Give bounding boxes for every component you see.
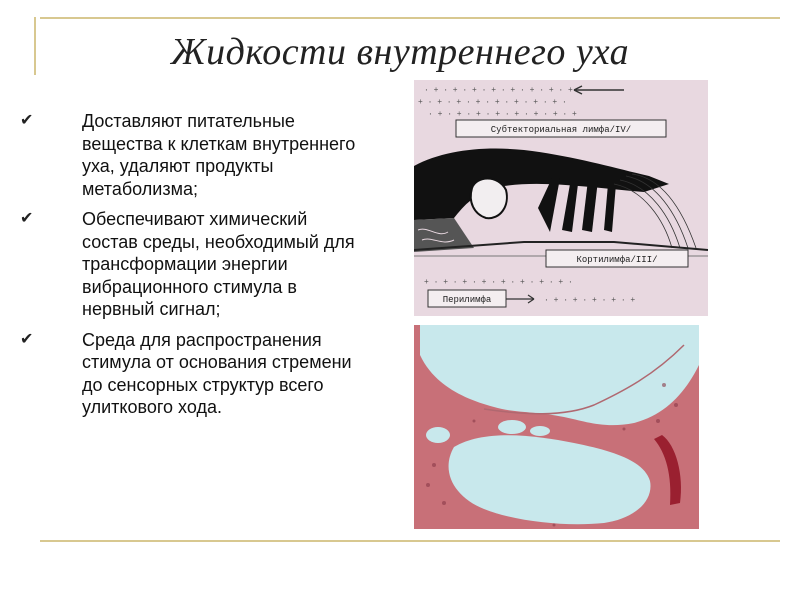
checkmark-icon: ✔ (20, 330, 34, 348)
checkmark-icon: ✔ (20, 210, 34, 227)
bullet-list (20, 110, 360, 427)
label-perilymph: Перилимфа (442, 295, 492, 305)
bullet-item (20, 110, 360, 200)
bullet-text: Среда для распространения стимула от основания стремени до сенсорных структур всего улиткового хода. (82, 329, 352, 417)
svg-text:· + · + · + · + · +: · + · + · + · + · + (544, 296, 636, 305)
frame-top-line (40, 17, 780, 19)
slide-title: Жидкости внутреннего уха (170, 31, 630, 73)
cochlea-histology-image (414, 325, 699, 529)
bullet-text: Доставляют питательные вещества к клеткам внутреннего уха, удаляют продукты метаболизма; (82, 111, 356, 199)
checkmark-icon: ✔ (20, 112, 34, 129)
svg-text:· + · + · + · + · + · + · + ·: · + · + · + · + · + · + · + · + (428, 110, 577, 119)
corti-organ-diagram (414, 80, 708, 316)
svg-text:+ · + · + · + · + · + · + · +: + · + · + · + · + · + · + · + · (418, 98, 567, 107)
svg-text:· + · + · + · + · + · + · + ·: · + · + · + · + · + · + · + · + (424, 86, 573, 95)
label-cortilymph: Кортилимфа/III/ (576, 255, 658, 265)
bullet-text: Обеспечивают химический состав среды, необходимый для трансформации энергии вибрационного стимула в нервный сигнал; (82, 209, 355, 319)
frame-bottom-line (40, 540, 780, 542)
bullet-item (20, 208, 360, 321)
label-subtectorial: Субтекториальная лимфа/IV/ (490, 125, 632, 135)
svg-text:+ · + · + · + · + · + · + · +: + · + · + · + · + · + · + · + · (424, 278, 573, 287)
bullet-item (20, 329, 360, 419)
